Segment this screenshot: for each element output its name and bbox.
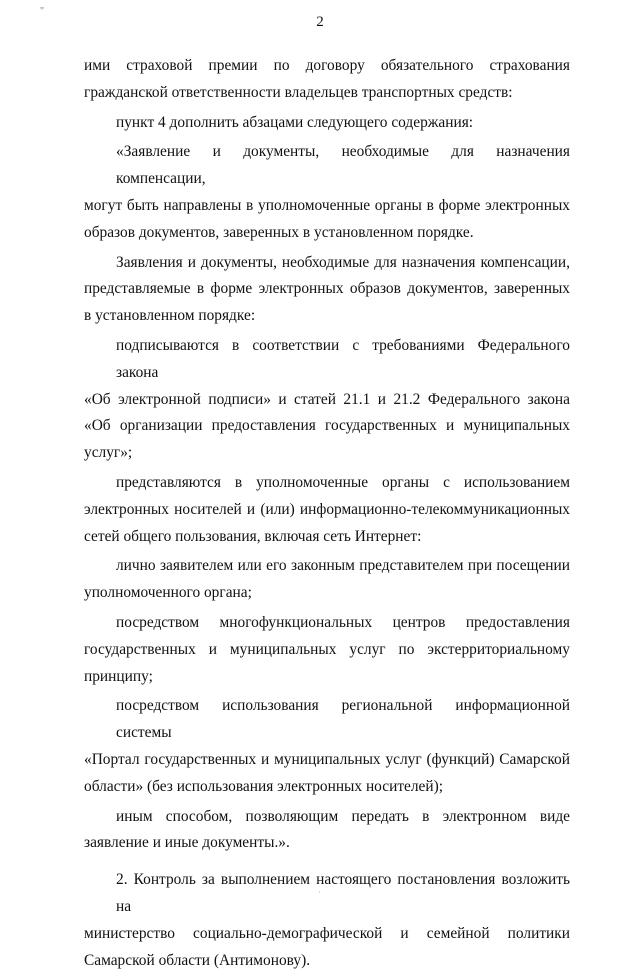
- paragraph-other-means: [84, 804, 570, 858]
- text-line: «Об организации предоставления государственных и муниципальных: [84, 413, 570, 440]
- text-line: министерство социально-демографической и семейной политики: [84, 921, 570, 948]
- text-line: принципу;: [84, 664, 570, 691]
- paragraph-in-person: [84, 553, 570, 607]
- text-line: 2. Контроль за выполнением настоящего постановления возложить на: [84, 867, 570, 921]
- paragraph-electronic-submission: [84, 139, 570, 246]
- text-line: электронных носителей и (или) информационно-телекоммуникационных: [84, 497, 570, 524]
- text-line: государственных и муниципальных услуг по экстерриториальному: [84, 637, 570, 664]
- text-line: посредством многофункциональных центров предоставления: [84, 610, 570, 637]
- text-line: уполномоченного органа;: [84, 580, 570, 607]
- paragraph-regional-portal: [84, 693, 570, 800]
- paragraph-signature-law: [84, 333, 570, 467]
- paragraph-control-clause: [84, 867, 570, 974]
- text-line: иным способом, позволяющим передать в электронном виде: [84, 804, 570, 831]
- text-line: услуг»;: [84, 440, 570, 467]
- text-line: Самарской области (Антимонову).: [84, 948, 570, 974]
- text-line: сетей общего пользования, включая сеть Интернет:: [84, 524, 570, 551]
- text-line: ими страховой премии по договору обязательного страхования: [84, 53, 570, 80]
- text-line: пункт 4 дополнить абзацами следующего содержания:: [84, 110, 570, 137]
- text-line: подписываются в соответствии с требованиями Федерального закона: [84, 333, 570, 387]
- paragraph-amend-point-4: [84, 110, 570, 137]
- scan-mark: ": [40, 6, 44, 17]
- paragraph-insurance-continuation: [84, 53, 570, 107]
- text-line: представляются в уполномоченные органы с использованием: [84, 470, 570, 497]
- text-line: «Портал государственных и муниципальных услуг (функций) Самарской: [84, 747, 570, 774]
- text-line: образов документов, заверенных в установленном порядке.: [84, 220, 570, 247]
- text-line: могут быть направлены в уполномоченные органы в форме электронных: [84, 193, 570, 220]
- text-line: «Заявление и документы, необходимые для назначения компенсации,: [84, 139, 570, 193]
- text-line: посредством использования региональной информационной системы: [84, 693, 570, 747]
- scan-dot: ·: [318, 888, 321, 897]
- text-line: заявление и иные документы.».: [84, 830, 570, 857]
- text-line: гражданской ответственности владельцев транспортных средств:: [84, 80, 570, 107]
- text-line: в установленном порядке:: [84, 303, 570, 330]
- text-line: Заявления и документы, необходимые для назначения компенсации,: [84, 250, 570, 277]
- document-body: [84, 53, 570, 974]
- text-line: лично заявителем или его законным представителем при посещении: [84, 553, 570, 580]
- paragraph-delivery-channels: [84, 470, 570, 550]
- text-line: «Об электронной подписи» и статей 21.1 и 21.2 Федерального закона: [84, 387, 570, 414]
- page-number: 2: [0, 14, 640, 31]
- paragraph-mfc: [84, 610, 570, 690]
- text-line: представляемые в форме электронных образов документов, заверенных: [84, 276, 570, 303]
- text-line: области» (без использования электронных носителей);: [84, 774, 570, 801]
- paragraph-electronic-images: [84, 250, 570, 330]
